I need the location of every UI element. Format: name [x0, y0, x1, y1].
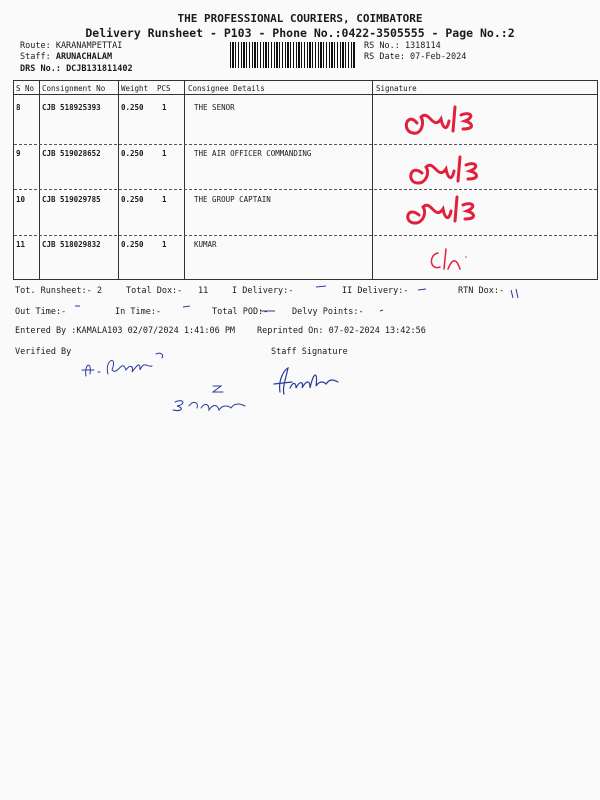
total-pod-label: Total POD:- [212, 307, 269, 317]
handwritten-dash-marks [0, 280, 600, 320]
staff-value: ARUNACHALAM [55, 52, 113, 62]
handwritten-signature-row-10 [399, 189, 489, 229]
row-pcs: 1 [162, 103, 167, 112]
row-weight: 0.250 [121, 103, 144, 112]
header-weight: Weight [121, 84, 149, 93]
row-pcs: 1 [162, 240, 167, 249]
tot-runsheet: Tot. Runsheet:- 2 [15, 286, 102, 296]
drs-label: DRS No.: [20, 64, 67, 74]
out-time-label: Out Time:- [15, 307, 67, 317]
route-text: Route: KARANAMPETTAI [20, 41, 123, 51]
row-consignment: CJB 519029785 [42, 195, 101, 204]
entered-by: Entered By :KAMALA103 02/07/2024 1:41:06 PM [15, 326, 236, 336]
row-consignee: KUMAR [194, 240, 217, 249]
staff-line [20, 52, 112, 62]
row-weight: 0.250 [121, 149, 144, 158]
header-consignee: Consignee Details [188, 84, 265, 93]
runsheet-table [13, 80, 598, 280]
header-signature: Signature [376, 84, 417, 93]
row-consignment: CJB 518029832 [42, 240, 101, 249]
row-pcs: 1 [162, 149, 167, 158]
rtn-dox-label: RTN Dox:- [458, 286, 505, 296]
staff-label: Staff: [20, 52, 56, 62]
company-title: THE PROFESSIONAL COURIERS, COIMBATORE [177, 12, 423, 25]
drs-line [20, 64, 133, 74]
row-weight: 0.250 [121, 195, 144, 204]
reprinted-on: Reprinted On: 07-02-2024 13:42:56 [257, 326, 426, 336]
drs-value: DCJB131811402 [66, 64, 133, 74]
row-consignee: THE SENOR [194, 103, 235, 112]
handwritten-signature-row-11 [424, 241, 484, 281]
total-dox-value: 11 [198, 286, 209, 296]
verified-by-signature [78, 340, 178, 385]
handwritten-signature-row-8 [399, 101, 489, 141]
barcode-image [230, 42, 355, 68]
row-sno: 9 [16, 149, 21, 158]
row-consignee: THE GROUP CAPTAIN [194, 195, 271, 204]
runsheet-subtitle: Delivery Runsheet - P103 - Phone No.:0422-3505555 - Page No.:2 [85, 26, 515, 40]
header-sno: S No [16, 84, 35, 93]
row-sno: 11 [16, 240, 26, 249]
delvy-points-label: Delvy Points:- [292, 307, 364, 317]
row-weight: 0.250 [121, 240, 144, 249]
verified-by-label: Verified By [15, 347, 72, 357]
row-consignment: CJB 519028652 [42, 149, 101, 158]
ii-delivery-label: II Delivery:- [342, 286, 409, 296]
row-sno: 8 [16, 103, 21, 112]
row-pcs: 1 [162, 195, 167, 204]
handwritten-initials [165, 380, 255, 415]
staff-handwritten-signature [268, 362, 348, 402]
in-time-label: In Time:- [115, 307, 162, 317]
i-delivery-label: I Delivery:- [232, 286, 294, 296]
total-dox-label: Total Dox:- [126, 286, 183, 296]
row-consignee: THE AIR OFFICER COMMANDING [194, 149, 312, 158]
header-consignment: Consignment No [42, 84, 106, 93]
row-consignment: CJB 518925393 [42, 103, 101, 112]
header-pcs: PCS [157, 84, 171, 93]
row-sno: 10 [16, 195, 26, 204]
staff-signature-label: Staff Signature [271, 347, 348, 357]
rs-number: RS No.: 1318114 [364, 41, 441, 51]
handwritten-signature-row-9 [402, 149, 492, 189]
rs-date: RS Date: 07-Feb-2024 [364, 52, 467, 62]
